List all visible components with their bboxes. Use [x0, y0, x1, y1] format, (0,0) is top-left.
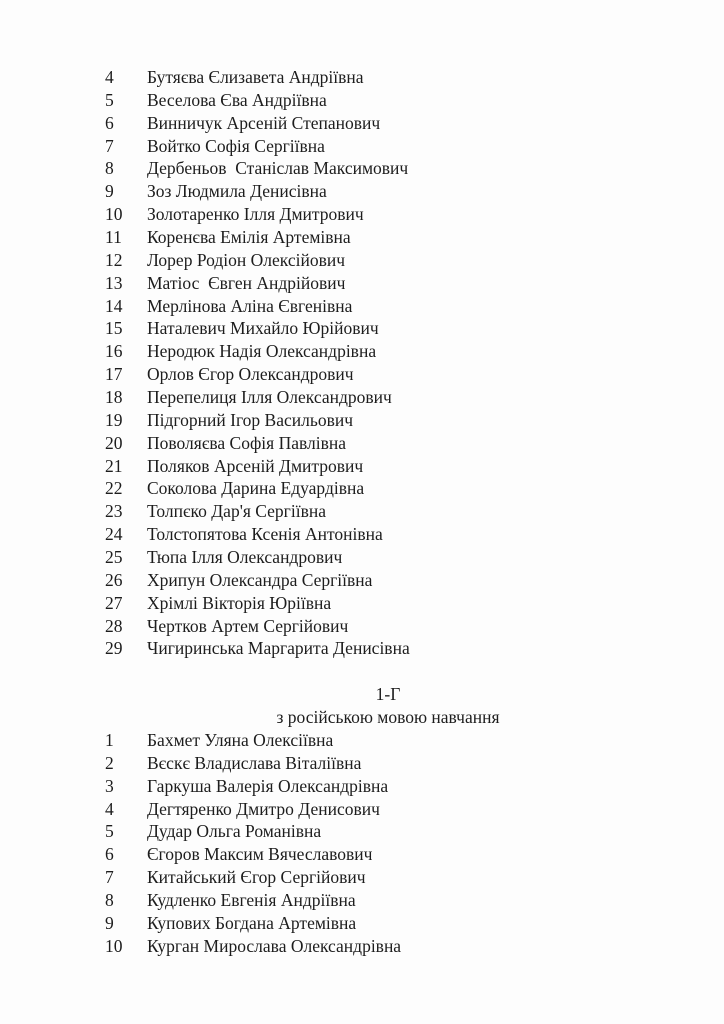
item-number: 24 — [105, 524, 123, 545]
student-name: Неродюк Надія Олександрівна — [147, 341, 377, 362]
student-name: Китайський Єгор Сергійович — [147, 867, 366, 888]
item-number: 1 — [105, 729, 114, 750]
student-name: Золотаренко Ілля Дмитрович — [147, 204, 364, 225]
list-item — [0, 592, 724, 615]
item-number: 4 — [105, 798, 114, 819]
list-item — [0, 523, 724, 546]
list-item — [0, 317, 724, 340]
list-item — [0, 295, 724, 318]
student-name: Купових Богдана Артемівна — [147, 912, 357, 933]
student-name: Чигиринська Маргарита Денисівна — [147, 638, 410, 659]
list-item — [0, 935, 724, 958]
list-item — [0, 409, 724, 432]
student-name: Курган Мирослава Олександрівна — [147, 935, 402, 956]
item-number: 2 — [105, 752, 114, 773]
item-number: 9 — [105, 912, 114, 933]
list-item — [0, 249, 724, 272]
item-number: 8 — [105, 158, 114, 179]
student-name: Бутяєва Єлизавета Андріївна — [147, 67, 364, 87]
student-name: Соколова Дарина Едуардівна — [147, 478, 365, 499]
student-name: Вєскє Владислава Віталіївна — [147, 752, 362, 773]
student-name: Гаркуша Валерія Олександрівна — [147, 775, 389, 796]
blank-line — [0, 660, 724, 683]
student-name: Поволяєва Софія Павлівна — [147, 432, 346, 453]
item-number: 11 — [105, 227, 122, 248]
student-list-1 — [0, 66, 724, 660]
list-item — [0, 203, 724, 226]
item-number: 18 — [105, 387, 123, 408]
list-item — [0, 477, 724, 500]
student-name: Кудленко Евгенія Андріївна — [147, 889, 356, 910]
item-number: 21 — [105, 455, 123, 476]
list-item — [0, 889, 724, 912]
list-item — [0, 157, 724, 180]
item-number: 12 — [105, 249, 123, 270]
student-name: Лорер Родіон Олексійович — [147, 249, 346, 270]
student-name: Коренєва Емілія Артемівна — [147, 227, 351, 248]
item-number: 28 — [105, 615, 123, 636]
item-number: 29 — [105, 638, 123, 659]
student-name: Наталевич Михайло Юрійович — [147, 318, 379, 339]
item-number: 16 — [105, 341, 123, 362]
student-name: Войтко Софія Сергіївна — [147, 135, 325, 156]
list-item — [0, 820, 724, 843]
student-name: Чертков Артем Сергійович — [147, 615, 349, 636]
list-item — [0, 272, 724, 295]
section-subtitle: з російською мовою навчання — [276, 707, 500, 728]
list-item — [0, 866, 724, 889]
list-item — [0, 569, 724, 592]
list-item — [0, 112, 724, 135]
item-number: 8 — [105, 889, 114, 910]
list-item — [0, 66, 724, 89]
list-item — [0, 386, 724, 409]
list-item — [0, 455, 724, 478]
list-item — [0, 89, 724, 112]
list-item — [0, 500, 724, 523]
item-number: 15 — [105, 318, 123, 339]
student-name: Веселова Єва Андріївна — [147, 89, 327, 110]
student-name: Єгоров Максим Вячеславович — [147, 844, 373, 865]
item-number: 9 — [105, 181, 114, 202]
item-number: 7 — [105, 867, 114, 888]
list-item — [0, 615, 724, 638]
item-number: 6 — [105, 112, 114, 133]
list-item — [0, 135, 724, 158]
student-name: Дудар Ольга Романівна — [147, 821, 322, 842]
item-number: 5 — [105, 89, 114, 110]
list-item — [0, 637, 724, 660]
list-item — [0, 798, 724, 821]
item-number: 27 — [105, 592, 123, 613]
item-number: 14 — [105, 295, 123, 316]
item-number: 10 — [105, 935, 123, 956]
student-name: Толпєко Дар'я Сергіївна — [147, 501, 326, 522]
student-name: Мерлінова Аліна Євгенівна — [147, 295, 353, 316]
item-number: 20 — [105, 432, 123, 453]
list-item — [0, 432, 724, 455]
list-item — [0, 180, 724, 203]
list-item — [0, 775, 724, 798]
list-item — [0, 226, 724, 249]
student-name: Дегтяренко Дмитро Денисович — [147, 798, 380, 819]
item-number: 5 — [105, 821, 114, 842]
student-name: Хрімлі Вікторія Юріївна — [147, 592, 332, 613]
student-name: Дербеньов Станіслав Максимович — [147, 158, 409, 179]
list-item — [0, 546, 724, 569]
student-name: Матіос Євген Андрійович — [147, 272, 346, 293]
student-name: Зоз Людмила Денисівна — [147, 181, 327, 202]
item-number: 17 — [105, 364, 123, 385]
student-name: Підгорний Ігор Васильович — [147, 409, 354, 430]
student-name: Орлов Єгор Олександрович — [147, 364, 354, 385]
student-name: Толстопятова Ксенія Антонівна — [147, 524, 383, 545]
item-number: 26 — [105, 569, 123, 590]
document-body — [0, 66, 724, 958]
student-name: Винничук Арсеній Степанович — [147, 112, 381, 133]
list-item — [0, 843, 724, 866]
item-number: 13 — [105, 272, 123, 293]
item-number: 4 — [105, 67, 114, 87]
item-number: 23 — [105, 501, 123, 522]
section-class-label: 1-Г — [375, 684, 401, 705]
list-item — [0, 363, 724, 386]
item-number: 3 — [105, 775, 114, 796]
item-number: 25 — [105, 547, 123, 568]
student-name: Бахмет Уляна Олексіївна — [147, 729, 334, 750]
list-item — [0, 729, 724, 752]
item-number: 6 — [105, 844, 114, 865]
student-list-2 — [0, 729, 724, 958]
list-item — [0, 340, 724, 363]
list-item — [0, 912, 724, 935]
item-number: 22 — [105, 478, 123, 499]
item-number: 10 — [105, 204, 123, 225]
student-name: Перепелиця Ілля Олександрович — [147, 387, 392, 408]
student-name: Хрипун Олександра Сергіївна — [147, 569, 373, 590]
item-number: 19 — [105, 409, 123, 430]
student-name: Поляков Арсеній Дмитрович — [147, 455, 364, 476]
item-number: 7 — [105, 135, 114, 156]
student-name: Тюпа Ілля Олександрович — [147, 547, 343, 568]
list-item — [0, 752, 724, 775]
